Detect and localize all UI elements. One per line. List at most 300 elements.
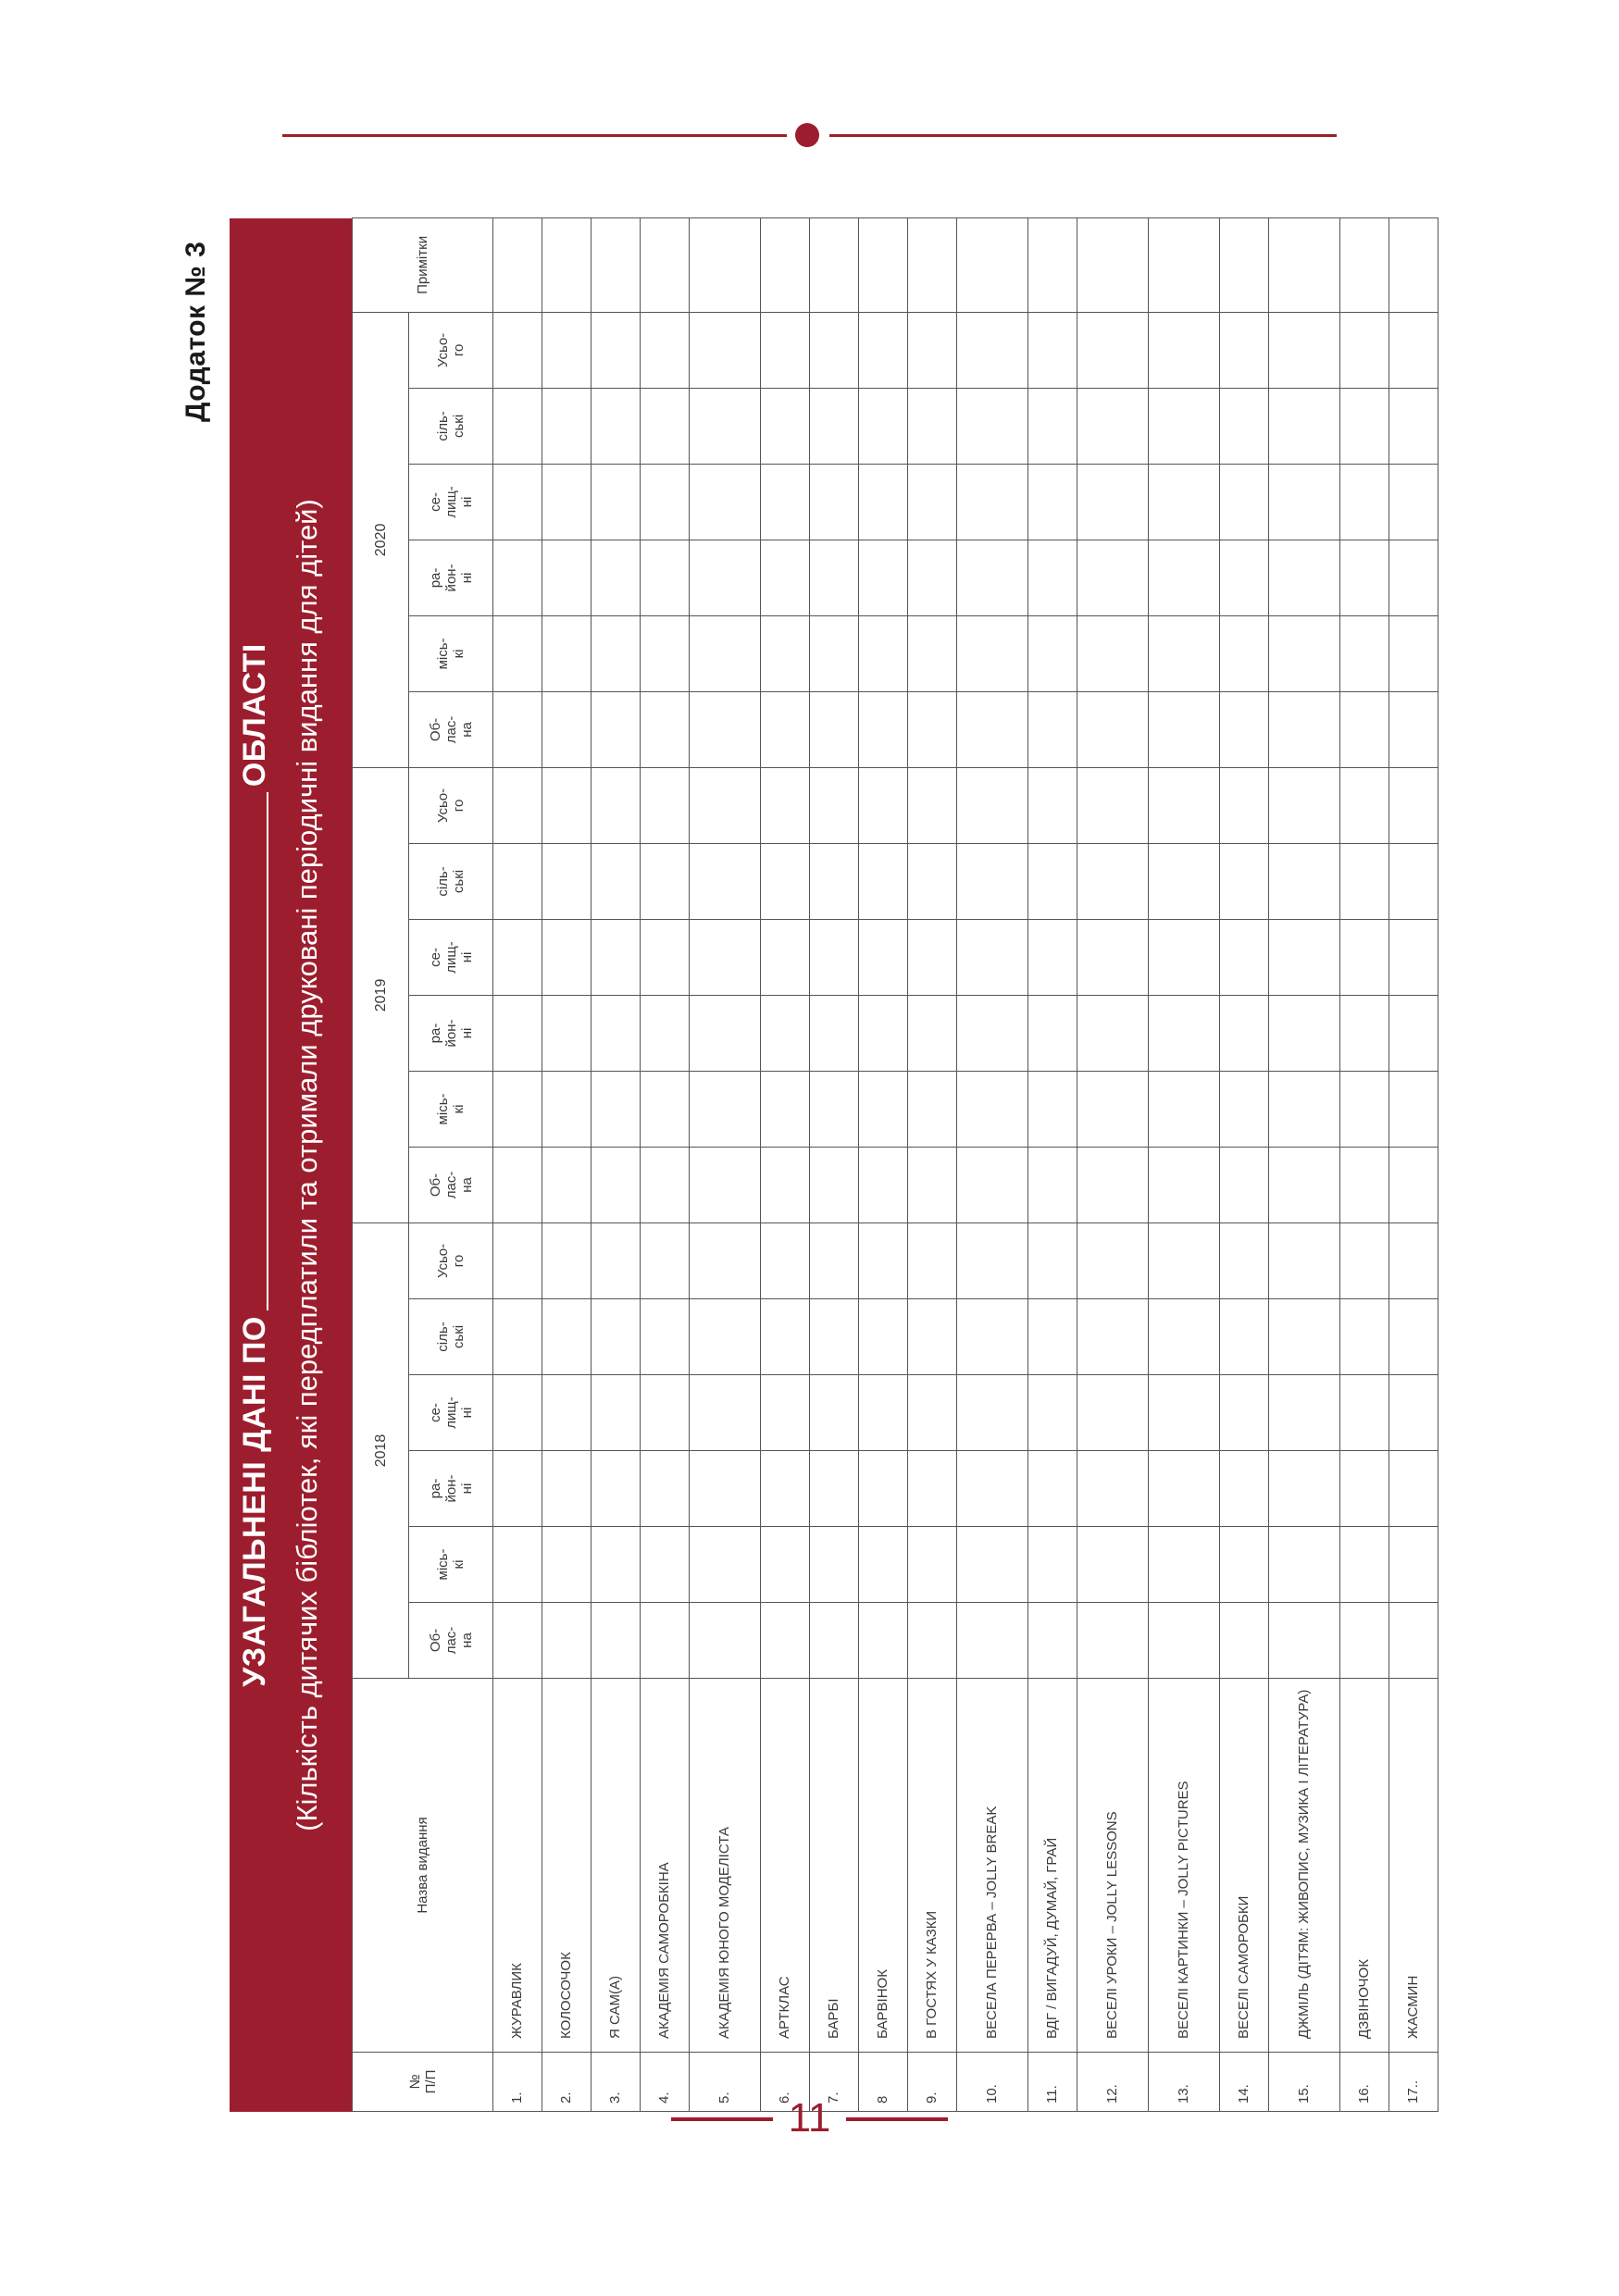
value-cell[interactable] xyxy=(641,1527,690,1603)
value-cell[interactable] xyxy=(1340,1603,1389,1679)
value-cell[interactable] xyxy=(1149,540,1220,615)
value-cell[interactable] xyxy=(1077,919,1149,995)
value-cell[interactable] xyxy=(592,995,641,1071)
value-cell[interactable] xyxy=(1389,1375,1438,1451)
value-cell[interactable] xyxy=(1389,540,1438,615)
value-cell[interactable] xyxy=(493,691,542,767)
value-cell[interactable] xyxy=(690,919,761,995)
value-cell[interactable] xyxy=(1340,1071,1389,1147)
value-cell[interactable] xyxy=(1028,1603,1077,1679)
value-cell[interactable] xyxy=(1269,1603,1340,1679)
value-cell[interactable] xyxy=(1269,615,1340,691)
value-cell[interactable] xyxy=(493,312,542,388)
value-cell[interactable] xyxy=(1028,540,1077,615)
value-cell[interactable] xyxy=(859,615,908,691)
value-cell[interactable] xyxy=(493,919,542,995)
value-cell[interactable] xyxy=(542,388,592,464)
value-cell[interactable] xyxy=(761,919,810,995)
value-cell[interactable] xyxy=(810,540,859,615)
value-cell[interactable] xyxy=(957,691,1028,767)
value-cell[interactable] xyxy=(690,1451,761,1527)
value-cell[interactable] xyxy=(1389,843,1438,919)
value-cell[interactable] xyxy=(1269,312,1340,388)
value-cell[interactable] xyxy=(1220,388,1269,464)
value-cell[interactable] xyxy=(1389,464,1438,540)
value-cell[interactable] xyxy=(1149,1375,1220,1451)
value-cell[interactable] xyxy=(1028,388,1077,464)
value-cell[interactable] xyxy=(1340,1375,1389,1451)
value-cell[interactable] xyxy=(1028,312,1077,388)
notes-cell[interactable] xyxy=(493,217,542,312)
value-cell[interactable] xyxy=(592,1299,641,1375)
value-cell[interactable] xyxy=(1340,691,1389,767)
value-cell[interactable] xyxy=(1149,1603,1220,1679)
value-cell[interactable] xyxy=(957,1147,1028,1222)
value-cell[interactable] xyxy=(641,1603,690,1679)
value-cell[interactable] xyxy=(1028,995,1077,1071)
notes-cell[interactable] xyxy=(542,217,592,312)
value-cell[interactable] xyxy=(1220,1451,1269,1527)
value-cell[interactable] xyxy=(641,767,690,843)
notes-cell[interactable] xyxy=(1220,217,1269,312)
value-cell[interactable] xyxy=(690,1299,761,1375)
value-cell[interactable] xyxy=(908,843,957,919)
value-cell[interactable] xyxy=(493,1299,542,1375)
value-cell[interactable] xyxy=(1220,1222,1269,1298)
value-cell[interactable] xyxy=(641,691,690,767)
value-cell[interactable] xyxy=(1220,464,1269,540)
value-cell[interactable] xyxy=(908,1527,957,1603)
value-cell[interactable] xyxy=(761,1451,810,1527)
value-cell[interactable] xyxy=(1220,615,1269,691)
value-cell[interactable] xyxy=(1220,1147,1269,1222)
value-cell[interactable] xyxy=(810,767,859,843)
value-cell[interactable] xyxy=(1028,1375,1077,1451)
value-cell[interactable] xyxy=(957,1299,1028,1375)
value-cell[interactable] xyxy=(1028,615,1077,691)
value-cell[interactable] xyxy=(542,1222,592,1298)
value-cell[interactable] xyxy=(690,1527,761,1603)
value-cell[interactable] xyxy=(810,312,859,388)
value-cell[interactable] xyxy=(1028,843,1077,919)
value-cell[interactable] xyxy=(1340,1299,1389,1375)
value-cell[interactable] xyxy=(641,312,690,388)
value-cell[interactable] xyxy=(908,312,957,388)
value-cell[interactable] xyxy=(690,312,761,388)
value-cell[interactable] xyxy=(761,1299,810,1375)
value-cell[interactable] xyxy=(592,843,641,919)
value-cell[interactable] xyxy=(810,691,859,767)
value-cell[interactable] xyxy=(592,1451,641,1527)
value-cell[interactable] xyxy=(761,1222,810,1298)
value-cell[interactable] xyxy=(1149,1527,1220,1603)
value-cell[interactable] xyxy=(810,1299,859,1375)
value-cell[interactable] xyxy=(1028,1071,1077,1147)
value-cell[interactable] xyxy=(761,1147,810,1222)
value-cell[interactable] xyxy=(1028,1147,1077,1222)
value-cell[interactable] xyxy=(1340,464,1389,540)
value-cell[interactable] xyxy=(1389,1451,1438,1527)
value-cell[interactable] xyxy=(690,843,761,919)
value-cell[interactable] xyxy=(592,388,641,464)
notes-cell[interactable] xyxy=(690,217,761,312)
value-cell[interactable] xyxy=(641,1375,690,1451)
value-cell[interactable] xyxy=(1269,464,1340,540)
value-cell[interactable] xyxy=(1269,1299,1340,1375)
value-cell[interactable] xyxy=(1149,1147,1220,1222)
value-cell[interactable] xyxy=(690,1375,761,1451)
value-cell[interactable] xyxy=(859,388,908,464)
value-cell[interactable] xyxy=(1220,1299,1269,1375)
value-cell[interactable] xyxy=(1028,691,1077,767)
value-cell[interactable] xyxy=(761,1375,810,1451)
value-cell[interactable] xyxy=(859,1071,908,1147)
value-cell[interactable] xyxy=(1149,615,1220,691)
value-cell[interactable] xyxy=(810,919,859,995)
value-cell[interactable] xyxy=(1389,995,1438,1071)
value-cell[interactable] xyxy=(810,1527,859,1603)
value-cell[interactable] xyxy=(957,995,1028,1071)
value-cell[interactable] xyxy=(641,388,690,464)
value-cell[interactable] xyxy=(542,767,592,843)
value-cell[interactable] xyxy=(690,691,761,767)
value-cell[interactable] xyxy=(1220,1527,1269,1603)
value-cell[interactable] xyxy=(1077,1451,1149,1527)
value-cell[interactable] xyxy=(592,1527,641,1603)
value-cell[interactable] xyxy=(493,1071,542,1147)
value-cell[interactable] xyxy=(1340,767,1389,843)
value-cell[interactable] xyxy=(1269,1527,1340,1603)
value-cell[interactable] xyxy=(1149,464,1220,540)
value-cell[interactable] xyxy=(957,1071,1028,1147)
value-cell[interactable] xyxy=(859,540,908,615)
value-cell[interactable] xyxy=(493,388,542,464)
value-cell[interactable] xyxy=(1389,1527,1438,1603)
value-cell[interactable] xyxy=(1340,540,1389,615)
value-cell[interactable] xyxy=(1220,1375,1269,1451)
value-cell[interactable] xyxy=(1220,540,1269,615)
value-cell[interactable] xyxy=(1389,388,1438,464)
value-cell[interactable] xyxy=(859,1299,908,1375)
value-cell[interactable] xyxy=(1389,1603,1438,1679)
value-cell[interactable] xyxy=(859,843,908,919)
value-cell[interactable] xyxy=(1077,843,1149,919)
value-cell[interactable] xyxy=(761,615,810,691)
value-cell[interactable] xyxy=(1340,995,1389,1071)
value-cell[interactable] xyxy=(908,540,957,615)
value-cell[interactable] xyxy=(1220,919,1269,995)
notes-cell[interactable] xyxy=(592,217,641,312)
value-cell[interactable] xyxy=(690,615,761,691)
value-cell[interactable] xyxy=(542,691,592,767)
value-cell[interactable] xyxy=(761,1603,810,1679)
value-cell[interactable] xyxy=(908,1071,957,1147)
value-cell[interactable] xyxy=(810,1071,859,1147)
value-cell[interactable] xyxy=(859,767,908,843)
value-cell[interactable] xyxy=(859,1527,908,1603)
value-cell[interactable] xyxy=(493,1451,542,1527)
value-cell[interactable] xyxy=(957,1603,1028,1679)
value-cell[interactable] xyxy=(957,615,1028,691)
value-cell[interactable] xyxy=(908,615,957,691)
value-cell[interactable] xyxy=(1077,1603,1149,1679)
value-cell[interactable] xyxy=(908,995,957,1071)
value-cell[interactable] xyxy=(1269,1375,1340,1451)
notes-cell[interactable] xyxy=(641,217,690,312)
value-cell[interactable] xyxy=(1269,1147,1340,1222)
value-cell[interactable] xyxy=(542,1071,592,1147)
value-cell[interactable] xyxy=(761,388,810,464)
value-cell[interactable] xyxy=(1077,691,1149,767)
value-cell[interactable] xyxy=(542,1147,592,1222)
value-cell[interactable] xyxy=(908,1299,957,1375)
value-cell[interactable] xyxy=(859,1222,908,1298)
value-cell[interactable] xyxy=(1340,388,1389,464)
value-cell[interactable] xyxy=(641,540,690,615)
value-cell[interactable] xyxy=(1149,691,1220,767)
value-cell[interactable] xyxy=(1340,1451,1389,1527)
value-cell[interactable] xyxy=(690,540,761,615)
value-cell[interactable] xyxy=(1077,312,1149,388)
value-cell[interactable] xyxy=(1340,843,1389,919)
value-cell[interactable] xyxy=(859,312,908,388)
value-cell[interactable] xyxy=(641,919,690,995)
value-cell[interactable] xyxy=(690,1147,761,1222)
value-cell[interactable] xyxy=(1220,691,1269,767)
value-cell[interactable] xyxy=(592,919,641,995)
value-cell[interactable] xyxy=(761,540,810,615)
value-cell[interactable] xyxy=(859,1147,908,1222)
value-cell[interactable] xyxy=(690,995,761,1071)
value-cell[interactable] xyxy=(957,464,1028,540)
notes-cell[interactable] xyxy=(810,217,859,312)
value-cell[interactable] xyxy=(761,464,810,540)
value-cell[interactable] xyxy=(592,1222,641,1298)
value-cell[interactable] xyxy=(641,1451,690,1527)
value-cell[interactable] xyxy=(542,1299,592,1375)
value-cell[interactable] xyxy=(493,1527,542,1603)
value-cell[interactable] xyxy=(957,767,1028,843)
notes-cell[interactable] xyxy=(859,217,908,312)
notes-cell[interactable] xyxy=(1028,217,1077,312)
value-cell[interactable] xyxy=(542,995,592,1071)
value-cell[interactable] xyxy=(859,464,908,540)
value-cell[interactable] xyxy=(908,767,957,843)
value-cell[interactable] xyxy=(641,843,690,919)
value-cell[interactable] xyxy=(1077,767,1149,843)
value-cell[interactable] xyxy=(1077,464,1149,540)
value-cell[interactable] xyxy=(592,1071,641,1147)
value-cell[interactable] xyxy=(1340,919,1389,995)
value-cell[interactable] xyxy=(542,1603,592,1679)
value-cell[interactable] xyxy=(542,312,592,388)
value-cell[interactable] xyxy=(641,464,690,540)
value-cell[interactable] xyxy=(761,1527,810,1603)
value-cell[interactable] xyxy=(493,1147,542,1222)
value-cell[interactable] xyxy=(1077,1375,1149,1451)
value-cell[interactable] xyxy=(908,464,957,540)
value-cell[interactable] xyxy=(1149,919,1220,995)
value-cell[interactable] xyxy=(1269,919,1340,995)
value-cell[interactable] xyxy=(1149,1451,1220,1527)
value-cell[interactable] xyxy=(810,388,859,464)
value-cell[interactable] xyxy=(810,615,859,691)
value-cell[interactable] xyxy=(1028,1451,1077,1527)
value-cell[interactable] xyxy=(957,843,1028,919)
value-cell[interactable] xyxy=(1028,767,1077,843)
value-cell[interactable] xyxy=(1028,1527,1077,1603)
value-cell[interactable] xyxy=(1028,1222,1077,1298)
value-cell[interactable] xyxy=(641,1071,690,1147)
notes-cell[interactable] xyxy=(957,217,1028,312)
value-cell[interactable] xyxy=(1028,919,1077,995)
value-cell[interactable] xyxy=(1269,691,1340,767)
value-cell[interactable] xyxy=(641,1222,690,1298)
value-cell[interactable] xyxy=(542,1375,592,1451)
value-cell[interactable] xyxy=(957,1451,1028,1527)
value-cell[interactable] xyxy=(810,995,859,1071)
value-cell[interactable] xyxy=(810,1375,859,1451)
notes-cell[interactable] xyxy=(1389,217,1438,312)
value-cell[interactable] xyxy=(859,1375,908,1451)
value-cell[interactable] xyxy=(690,388,761,464)
value-cell[interactable] xyxy=(690,1071,761,1147)
value-cell[interactable] xyxy=(1220,312,1269,388)
value-cell[interactable] xyxy=(908,1375,957,1451)
value-cell[interactable] xyxy=(1220,1603,1269,1679)
value-cell[interactable] xyxy=(1149,312,1220,388)
value-cell[interactable] xyxy=(1389,615,1438,691)
value-cell[interactable] xyxy=(1340,1147,1389,1222)
value-cell[interactable] xyxy=(592,615,641,691)
value-cell[interactable] xyxy=(1389,767,1438,843)
value-cell[interactable] xyxy=(493,1222,542,1298)
notes-cell[interactable] xyxy=(761,217,810,312)
notes-cell[interactable] xyxy=(1077,217,1149,312)
value-cell[interactable] xyxy=(542,843,592,919)
value-cell[interactable] xyxy=(493,464,542,540)
value-cell[interactable] xyxy=(493,540,542,615)
value-cell[interactable] xyxy=(592,767,641,843)
value-cell[interactable] xyxy=(1077,388,1149,464)
value-cell[interactable] xyxy=(542,615,592,691)
value-cell[interactable] xyxy=(810,1222,859,1298)
value-cell[interactable] xyxy=(859,995,908,1071)
notes-cell[interactable] xyxy=(908,217,957,312)
value-cell[interactable] xyxy=(957,919,1028,995)
value-cell[interactable] xyxy=(810,1603,859,1679)
notes-cell[interactable] xyxy=(1269,217,1340,312)
value-cell[interactable] xyxy=(542,1527,592,1603)
value-cell[interactable] xyxy=(810,843,859,919)
value-cell[interactable] xyxy=(859,1451,908,1527)
value-cell[interactable] xyxy=(908,691,957,767)
value-cell[interactable] xyxy=(592,540,641,615)
value-cell[interactable] xyxy=(592,464,641,540)
value-cell[interactable] xyxy=(761,843,810,919)
value-cell[interactable] xyxy=(1269,843,1340,919)
value-cell[interactable] xyxy=(1269,1222,1340,1298)
value-cell[interactable] xyxy=(493,615,542,691)
value-cell[interactable] xyxy=(1220,995,1269,1071)
value-cell[interactable] xyxy=(641,615,690,691)
value-cell[interactable] xyxy=(1028,1299,1077,1375)
value-cell[interactable] xyxy=(859,691,908,767)
value-cell[interactable] xyxy=(690,1222,761,1298)
value-cell[interactable] xyxy=(957,1222,1028,1298)
value-cell[interactable] xyxy=(1389,1147,1438,1222)
value-cell[interactable] xyxy=(957,1375,1028,1451)
value-cell[interactable] xyxy=(1077,995,1149,1071)
value-cell[interactable] xyxy=(641,995,690,1071)
value-cell[interactable] xyxy=(592,691,641,767)
value-cell[interactable] xyxy=(1269,1071,1340,1147)
value-cell[interactable] xyxy=(493,767,542,843)
value-cell[interactable] xyxy=(761,1071,810,1147)
value-cell[interactable] xyxy=(810,1451,859,1527)
value-cell[interactable] xyxy=(542,464,592,540)
value-cell[interactable] xyxy=(1220,1071,1269,1147)
value-cell[interactable] xyxy=(908,1222,957,1298)
value-cell[interactable] xyxy=(810,1147,859,1222)
notes-cell[interactable] xyxy=(1340,217,1389,312)
value-cell[interactable] xyxy=(542,540,592,615)
value-cell[interactable] xyxy=(1149,767,1220,843)
value-cell[interactable] xyxy=(641,1299,690,1375)
value-cell[interactable] xyxy=(859,1603,908,1679)
value-cell[interactable] xyxy=(957,1527,1028,1603)
value-cell[interactable] xyxy=(908,1603,957,1679)
value-cell[interactable] xyxy=(592,1375,641,1451)
value-cell[interactable] xyxy=(908,1147,957,1222)
value-cell[interactable] xyxy=(1269,767,1340,843)
value-cell[interactable] xyxy=(908,388,957,464)
value-cell[interactable] xyxy=(542,919,592,995)
value-cell[interactable] xyxy=(1077,1527,1149,1603)
value-cell[interactable] xyxy=(1340,1527,1389,1603)
value-cell[interactable] xyxy=(1269,995,1340,1071)
value-cell[interactable] xyxy=(908,919,957,995)
value-cell[interactable] xyxy=(1077,615,1149,691)
value-cell[interactable] xyxy=(1389,1299,1438,1375)
value-cell[interactable] xyxy=(493,843,542,919)
value-cell[interactable] xyxy=(1389,691,1438,767)
value-cell[interactable] xyxy=(493,1603,542,1679)
value-cell[interactable] xyxy=(1389,312,1438,388)
value-cell[interactable] xyxy=(1269,540,1340,615)
value-cell[interactable] xyxy=(908,1451,957,1527)
value-cell[interactable] xyxy=(1389,1071,1438,1147)
value-cell[interactable] xyxy=(810,464,859,540)
value-cell[interactable] xyxy=(1389,1222,1438,1298)
value-cell[interactable] xyxy=(592,312,641,388)
value-cell[interactable] xyxy=(761,312,810,388)
value-cell[interactable] xyxy=(957,540,1028,615)
value-cell[interactable] xyxy=(1340,615,1389,691)
value-cell[interactable] xyxy=(1220,767,1269,843)
value-cell[interactable] xyxy=(1077,1147,1149,1222)
value-cell[interactable] xyxy=(1149,1222,1220,1298)
value-cell[interactable] xyxy=(957,388,1028,464)
value-cell[interactable] xyxy=(957,312,1028,388)
value-cell[interactable] xyxy=(1077,1071,1149,1147)
value-cell[interactable] xyxy=(493,1375,542,1451)
value-cell[interactable] xyxy=(1077,1222,1149,1298)
value-cell[interactable] xyxy=(1149,1071,1220,1147)
value-cell[interactable] xyxy=(641,1147,690,1222)
value-cell[interactable] xyxy=(592,1603,641,1679)
value-cell[interactable] xyxy=(690,464,761,540)
